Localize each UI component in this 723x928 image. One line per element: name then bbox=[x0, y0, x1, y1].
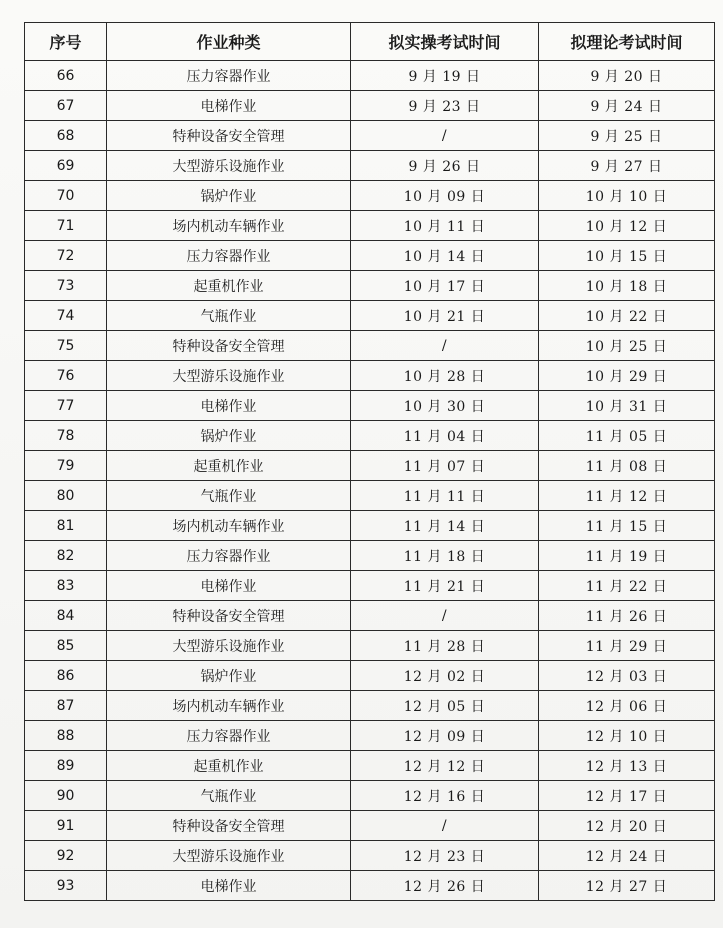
header-operation-type: 作业种类 bbox=[107, 23, 351, 61]
table-row bbox=[25, 331, 715, 361]
cell-practical-exam-time: 9 月 26 日 bbox=[351, 151, 539, 181]
cell-theory-exam-time: 10 月 29 日 bbox=[539, 361, 715, 391]
cell-serial-number: 86 bbox=[25, 661, 107, 691]
cell-serial-number: 73 bbox=[25, 271, 107, 301]
table-row bbox=[25, 841, 715, 871]
table-row bbox=[25, 661, 715, 691]
cell-theory-exam-time: 12 月 27 日 bbox=[539, 871, 715, 901]
cell-operation-type: 起重机作业 bbox=[107, 271, 351, 301]
cell-theory-exam-time: 11 月 05 日 bbox=[539, 421, 715, 451]
cell-practical-exam-time: / bbox=[351, 331, 539, 361]
table-row bbox=[25, 241, 715, 271]
cell-serial-number: 82 bbox=[25, 541, 107, 571]
table-row bbox=[25, 721, 715, 751]
cell-theory-exam-time: 11 月 26 日 bbox=[539, 601, 715, 631]
cell-serial-number: 78 bbox=[25, 421, 107, 451]
cell-serial-number: 91 bbox=[25, 811, 107, 841]
cell-serial-number: 74 bbox=[25, 301, 107, 331]
cell-operation-type: 起重机作业 bbox=[107, 451, 351, 481]
cell-practical-exam-time: 12 月 23 日 bbox=[351, 841, 539, 871]
cell-operation-type: 大型游乐设施作业 bbox=[107, 841, 351, 871]
cell-practical-exam-time: 11 月 14 日 bbox=[351, 511, 539, 541]
cell-operation-type: 压力容器作业 bbox=[107, 61, 351, 91]
cell-operation-type: 压力容器作业 bbox=[107, 721, 351, 751]
cell-operation-type: 锅炉作业 bbox=[107, 181, 351, 211]
cell-serial-number: 93 bbox=[25, 871, 107, 901]
table-row bbox=[25, 451, 715, 481]
cell-theory-exam-time: 9 月 24 日 bbox=[539, 91, 715, 121]
cell-operation-type: 场内机动车辆作业 bbox=[107, 211, 351, 241]
cell-practical-exam-time: 12 月 02 日 bbox=[351, 661, 539, 691]
cell-serial-number: 70 bbox=[25, 181, 107, 211]
cell-operation-type: 气瓶作业 bbox=[107, 481, 351, 511]
cell-theory-exam-time: 11 月 08 日 bbox=[539, 451, 715, 481]
cell-serial-number: 79 bbox=[25, 451, 107, 481]
cell-theory-exam-time: 11 月 15 日 bbox=[539, 511, 715, 541]
table-row bbox=[25, 181, 715, 211]
table-row bbox=[25, 691, 715, 721]
cell-theory-exam-time: 10 月 15 日 bbox=[539, 241, 715, 271]
cell-serial-number: 67 bbox=[25, 91, 107, 121]
cell-practical-exam-time: / bbox=[351, 811, 539, 841]
cell-operation-type: 电梯作业 bbox=[107, 91, 351, 121]
cell-practical-exam-time: 10 月 11 日 bbox=[351, 211, 539, 241]
cell-theory-exam-time: 12 月 03 日 bbox=[539, 661, 715, 691]
cell-operation-type: 气瓶作业 bbox=[107, 781, 351, 811]
cell-practical-exam-time: 11 月 28 日 bbox=[351, 631, 539, 661]
cell-practical-exam-time: / bbox=[351, 601, 539, 631]
cell-theory-exam-time: 11 月 29 日 bbox=[539, 631, 715, 661]
header-theory-exam-time: 拟理论考试时间 bbox=[539, 23, 715, 61]
cell-theory-exam-time: 10 月 22 日 bbox=[539, 301, 715, 331]
cell-serial-number: 88 bbox=[25, 721, 107, 751]
cell-serial-number: 85 bbox=[25, 631, 107, 661]
exam-schedule-table bbox=[24, 22, 715, 901]
cell-theory-exam-time: 10 月 10 日 bbox=[539, 181, 715, 211]
cell-serial-number: 84 bbox=[25, 601, 107, 631]
cell-theory-exam-time: 11 月 19 日 bbox=[539, 541, 715, 571]
table-row bbox=[25, 631, 715, 661]
table-body bbox=[25, 61, 715, 901]
cell-theory-exam-time: 10 月 12 日 bbox=[539, 211, 715, 241]
cell-theory-exam-time: 12 月 20 日 bbox=[539, 811, 715, 841]
cell-serial-number: 75 bbox=[25, 331, 107, 361]
cell-theory-exam-time: 12 月 10 日 bbox=[539, 721, 715, 751]
cell-operation-type: 压力容器作业 bbox=[107, 541, 351, 571]
cell-practical-exam-time: / bbox=[351, 121, 539, 151]
table-row bbox=[25, 421, 715, 451]
cell-practical-exam-time: 11 月 18 日 bbox=[351, 541, 539, 571]
cell-serial-number: 66 bbox=[25, 61, 107, 91]
cell-serial-number: 81 bbox=[25, 511, 107, 541]
cell-theory-exam-time: 10 月 25 日 bbox=[539, 331, 715, 361]
cell-serial-number: 68 bbox=[25, 121, 107, 151]
cell-theory-exam-time: 12 月 17 日 bbox=[539, 781, 715, 811]
cell-theory-exam-time: 12 月 13 日 bbox=[539, 751, 715, 781]
header-serial-number: 序号 bbox=[25, 23, 107, 61]
table-header bbox=[25, 23, 715, 61]
cell-operation-type: 场内机动车辆作业 bbox=[107, 691, 351, 721]
cell-practical-exam-time: 12 月 12 日 bbox=[351, 751, 539, 781]
table-row bbox=[25, 151, 715, 181]
cell-theory-exam-time: 10 月 31 日 bbox=[539, 391, 715, 421]
table-row bbox=[25, 811, 715, 841]
cell-serial-number: 92 bbox=[25, 841, 107, 871]
table-row bbox=[25, 541, 715, 571]
table-row bbox=[25, 871, 715, 901]
cell-serial-number: 71 bbox=[25, 211, 107, 241]
table-row bbox=[25, 301, 715, 331]
cell-serial-number: 83 bbox=[25, 571, 107, 601]
header-row bbox=[25, 23, 715, 61]
cell-practical-exam-time: 11 月 11 日 bbox=[351, 481, 539, 511]
cell-theory-exam-time: 12 月 06 日 bbox=[539, 691, 715, 721]
cell-theory-exam-time: 11 月 12 日 bbox=[539, 481, 715, 511]
cell-serial-number: 89 bbox=[25, 751, 107, 781]
cell-theory-exam-time: 11 月 22 日 bbox=[539, 571, 715, 601]
cell-practical-exam-time: 10 月 21 日 bbox=[351, 301, 539, 331]
cell-practical-exam-time: 11 月 21 日 bbox=[351, 571, 539, 601]
cell-practical-exam-time: 9 月 19 日 bbox=[351, 61, 539, 91]
table-row bbox=[25, 361, 715, 391]
cell-operation-type: 特种设备安全管理 bbox=[107, 121, 351, 151]
cell-practical-exam-time: 10 月 14 日 bbox=[351, 241, 539, 271]
cell-operation-type: 场内机动车辆作业 bbox=[107, 511, 351, 541]
cell-practical-exam-time: 12 月 16 日 bbox=[351, 781, 539, 811]
cell-practical-exam-time: 10 月 30 日 bbox=[351, 391, 539, 421]
cell-operation-type: 特种设备安全管理 bbox=[107, 331, 351, 361]
cell-serial-number: 69 bbox=[25, 151, 107, 181]
cell-operation-type: 大型游乐设施作业 bbox=[107, 151, 351, 181]
table-row bbox=[25, 511, 715, 541]
cell-serial-number: 90 bbox=[25, 781, 107, 811]
cell-practical-exam-time: 11 月 07 日 bbox=[351, 451, 539, 481]
cell-theory-exam-time: 10 月 18 日 bbox=[539, 271, 715, 301]
cell-practical-exam-time: 10 月 17 日 bbox=[351, 271, 539, 301]
table-row bbox=[25, 121, 715, 151]
cell-operation-type: 锅炉作业 bbox=[107, 421, 351, 451]
cell-practical-exam-time: 10 月 28 日 bbox=[351, 361, 539, 391]
cell-operation-type: 特种设备安全管理 bbox=[107, 601, 351, 631]
table-row bbox=[25, 571, 715, 601]
cell-operation-type: 气瓶作业 bbox=[107, 301, 351, 331]
cell-theory-exam-time: 9 月 20 日 bbox=[539, 61, 715, 91]
table-row bbox=[25, 211, 715, 241]
table-row bbox=[25, 751, 715, 781]
table-row bbox=[25, 781, 715, 811]
cell-operation-type: 电梯作业 bbox=[107, 571, 351, 601]
cell-operation-type: 特种设备安全管理 bbox=[107, 811, 351, 841]
cell-theory-exam-time: 9 月 25 日 bbox=[539, 121, 715, 151]
cell-practical-exam-time: 9 月 23 日 bbox=[351, 91, 539, 121]
table-row bbox=[25, 91, 715, 121]
table-row bbox=[25, 61, 715, 91]
table-row bbox=[25, 271, 715, 301]
cell-operation-type: 压力容器作业 bbox=[107, 241, 351, 271]
cell-theory-exam-time: 9 月 27 日 bbox=[539, 151, 715, 181]
cell-serial-number: 77 bbox=[25, 391, 107, 421]
cell-operation-type: 锅炉作业 bbox=[107, 661, 351, 691]
cell-practical-exam-time: 10 月 09 日 bbox=[351, 181, 539, 211]
cell-operation-type: 电梯作业 bbox=[107, 391, 351, 421]
cell-practical-exam-time: 11 月 04 日 bbox=[351, 421, 539, 451]
cell-operation-type: 电梯作业 bbox=[107, 871, 351, 901]
cell-operation-type: 大型游乐设施作业 bbox=[107, 631, 351, 661]
header-practical-exam-time: 拟实操考试时间 bbox=[351, 23, 539, 61]
cell-practical-exam-time: 12 月 09 日 bbox=[351, 721, 539, 751]
table-row bbox=[25, 481, 715, 511]
table-row bbox=[25, 601, 715, 631]
cell-operation-type: 大型游乐设施作业 bbox=[107, 361, 351, 391]
cell-serial-number: 72 bbox=[25, 241, 107, 271]
cell-serial-number: 80 bbox=[25, 481, 107, 511]
cell-serial-number: 76 bbox=[25, 361, 107, 391]
cell-practical-exam-time: 12 月 26 日 bbox=[351, 871, 539, 901]
cell-practical-exam-time: 12 月 05 日 bbox=[351, 691, 539, 721]
cell-operation-type: 起重机作业 bbox=[107, 751, 351, 781]
table-row bbox=[25, 391, 715, 421]
cell-serial-number: 87 bbox=[25, 691, 107, 721]
cell-theory-exam-time: 12 月 24 日 bbox=[539, 841, 715, 871]
